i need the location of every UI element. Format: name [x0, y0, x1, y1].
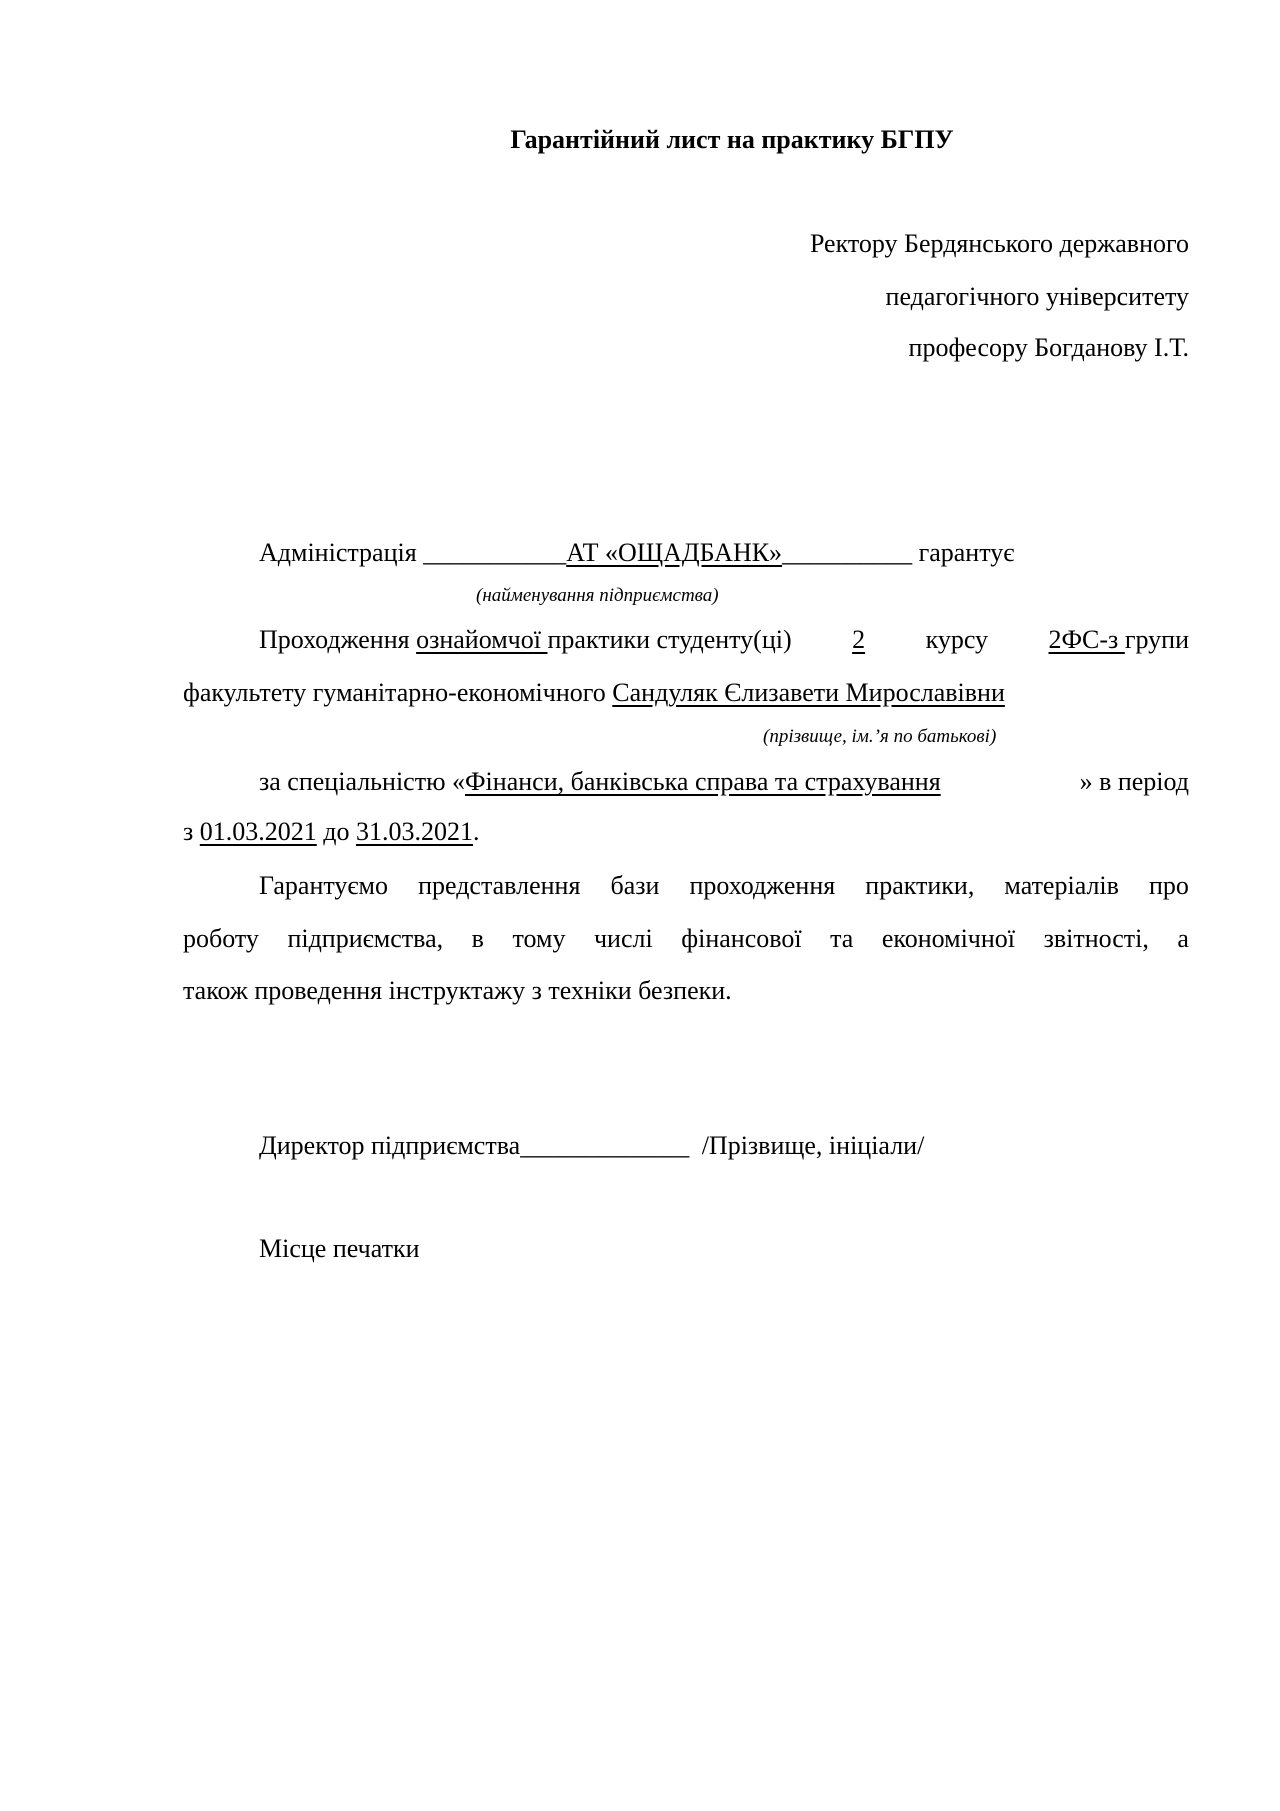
period-from-word: з — [183, 817, 194, 846]
administration-line — [259, 537, 1014, 569]
company-blank-before: ___________ — [423, 538, 567, 567]
practice-mid-2: курсу — [925, 625, 989, 654]
guarantee-word: практики, — [865, 871, 975, 900]
guarantee-line-3: також проведення інструктажу з техніки безпеки. — [183, 976, 732, 1005]
company-blank-after: __________ — [782, 538, 913, 567]
practice-suffix: групи — [1124, 625, 1189, 654]
guarantee-word: звітності, — [1043, 924, 1149, 953]
guarantee-word: матеріалів — [1004, 871, 1119, 900]
specialty-name: Фінанси, банківська справа та страхування — [465, 767, 941, 796]
guarantee-word: числі — [593, 924, 653, 953]
guarantee-verb: гарантує — [918, 538, 1015, 567]
document-title: Гарантійний лист на практику БГПУ — [510, 125, 954, 154]
addressee-line-2: педагогічного університету — [885, 282, 1189, 311]
period-line — [183, 816, 480, 848]
student-name: Сандуляк Єлизавети Мирославівни — [612, 678, 1005, 707]
signature-line — [259, 1130, 924, 1162]
guarantee-word: фінансової — [681, 924, 802, 953]
administration-label: Адміністрація — [259, 538, 417, 567]
practice-type: ознайомчої — [416, 625, 548, 654]
period-start-date: 01.03.2021 — [199, 817, 317, 846]
practice-line — [259, 624, 1189, 656]
specialty-line — [259, 766, 1189, 798]
student-caption: (прізвище, ім.’я по батькові) — [763, 726, 997, 747]
guarantee-word: економічної — [881, 924, 1016, 953]
specialty-suffix: » в період — [1079, 767, 1189, 796]
period-dot: . — [473, 817, 480, 846]
faculty-prefix: факультету гуманітарно-економічного — [183, 678, 606, 707]
guarantee-word: та — [830, 924, 854, 953]
guarantee-word: тому — [512, 924, 566, 953]
addressee-line-3: професору Богданову І.Т. — [908, 333, 1189, 362]
guarantee-word: роботу — [183, 924, 259, 953]
period-end-date: 31.03.2021 — [356, 817, 474, 846]
guarantee-word: про — [1149, 871, 1189, 900]
guarantee-word: підприємства, — [287, 924, 444, 953]
company-caption: (найменування підприємства) — [476, 585, 719, 606]
guarantee-word: а — [1177, 924, 1189, 953]
guarantee-line-1 — [259, 870, 1189, 902]
guarantee-word: бази — [610, 871, 660, 900]
guarantee-line-2 — [183, 923, 1189, 955]
signature-name-placeholder: /Прізвище, ініціали/ — [701, 1131, 925, 1160]
specialty-prefix: за спеціальністю « — [259, 767, 466, 796]
signature-blank: _____________ — [520, 1131, 690, 1160]
period-to-word: до — [323, 817, 350, 846]
guarantee-word: Гарантуємо — [259, 871, 389, 900]
course-number: 2 — [852, 625, 866, 654]
signature-label: Директор підприємства — [259, 1131, 521, 1160]
practice-prefix: Проходження — [259, 625, 410, 654]
company-name: АТ «ОЩАДБАНК» — [566, 538, 783, 567]
guarantee-word: проходження — [689, 871, 836, 900]
guarantee-word: в — [471, 924, 484, 953]
group-name: 2ФС-з — [1048, 625, 1125, 654]
practice-mid-1: практики студенту(ці) — [547, 625, 792, 654]
guarantee-word: представлення — [418, 871, 581, 900]
stamp-label: Місце печатки — [259, 1234, 420, 1263]
addressee-line-1: Ректору Бердянського державного — [809, 229, 1189, 258]
faculty-line — [183, 677, 1005, 709]
